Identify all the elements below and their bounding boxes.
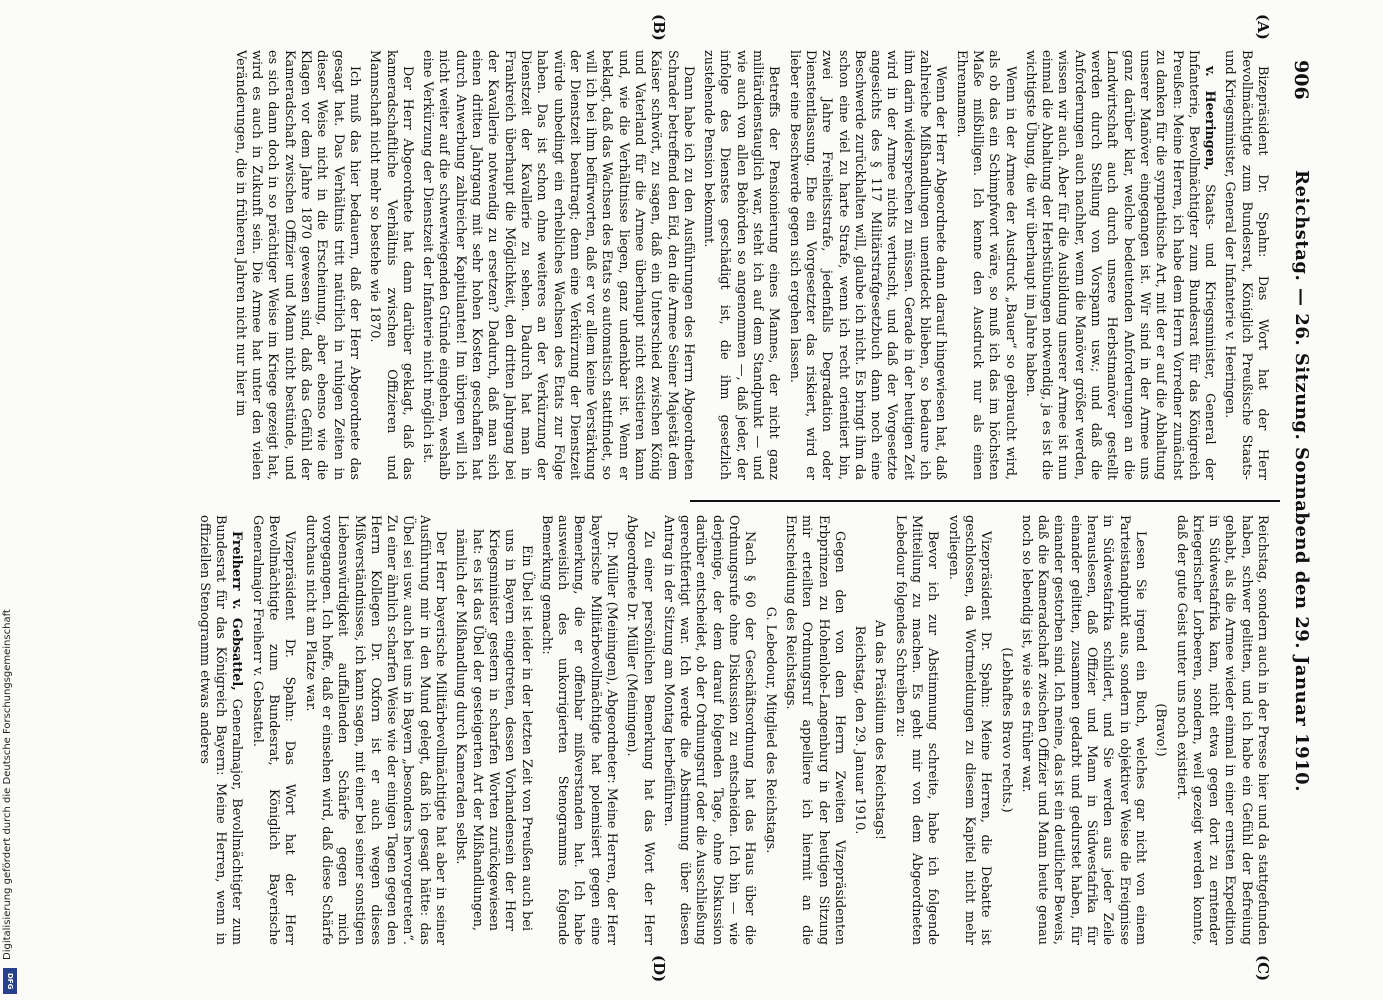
paragraph: Vizepräsident Dr. Spahn: Meine Herren, die Debatte ist geschlossen, da Wortmeldungen zu diesem Kapitel nicht mehr vorliegen. <box>945 515 994 945</box>
paragraph-text: Generalmajor, Bevollmächtigter zum Bundesrat für das Königreich Bayern: Meine Herren, wenn in offiziellen Stenogramm etwas anderes <box>196 515 245 945</box>
letter-signature: G. Lebedour, Mitglied des Reichstags. <box>762 606 778 854</box>
right-column <box>35 515 1270 945</box>
page-header <box>1286 60 1312 950</box>
paragraph: Reichstag, sondern auch in der Presse hier und da stattgefunden haben, schwer gelitten, und ich habe ein Gefühl der Befreiung gehabt, als die Armee wieder einmal in einer ernsten Expedition in Südwestafrika kam, nicht etwa gegen dort zu erntender kriegerischer Lorbeeren, sondern, weil gezeigt werden konnte, daß der gute Geist unter uns noch existiert. <box>1173 515 1270 945</box>
letter-body: Gegen den von dem Herrn Zweiten Vizepräsidenten Erbprinzen zu Hohenlohe-Langenburg in der heutigen Sitzung mir erteilten Ordnungsruf appelliere ich hiermit an die Entscheidung des Reichstags. <box>782 515 847 945</box>
paragraph <box>196 515 245 945</box>
margin-marker-a: (A) <box>1254 14 1272 40</box>
credit-sidebar <box>0 0 20 1000</box>
paragraph: Bizepräsident Dr. Spahn: Das Wort hat der Herr Bevollmächtigte zum Bundesrat, Königlich Preußische Staats- und Kriegsminister, General der Infanterie v. Heeringen. <box>1222 50 1270 480</box>
speaker-name: v. Heeringen, <box>1202 66 1218 171</box>
paragraph: Lesen Sie irgend ein Buch, welches gar nicht von einem Parteistandpunkt aus, sondern in objektiver Weise die Ereignisse in Südwestafrika schildert, und Sie werden aus jeder Zeile herauslesen, daß Offizier und Mann in Südwestafrika für einander gelitten, zusammen gedarbt und gedurstet haben, für einander gestorben sind. Ich meine, das ist ein deutlicher Beweis, daß die Kameradschaft zwischen Offizier und Mann heute genau noch so lebendig ist, wie sie es früher war. <box>1018 515 1148 945</box>
letter-date: Reichstag, den 29. Januar 1910. <box>852 625 868 835</box>
quotation: Ein Übel ist leider in der letzten Zeit von Preußen auch bei uns in Bayern eingetreten, dessen Vorhandensein der Herr Kriegsminister gestern in scharfen Worten zurückgewiesen hat: es ist das Übel der gesteigerten Art der Mißhandlungen, nämlich der Mißhandlung durch Kameraden selbst. <box>453 529 534 931</box>
digitization-credit: Digitalisierung gefördert durch die Deutsche Forschungsgemeinschaft <box>2 609 13 960</box>
paragraph: Wenn in der Armee der Ausdruck „Bauer“ so gebraucht wird, als ob das ein Schimpfwort wäre, so muß ich das im höchsten Maße mißbilligen. Ich kenne den Ausdruck nur als einen Ehrennamen. <box>953 50 1018 480</box>
paragraph: Dann habe ich zu den Ausführungen des Herrn Abgeordneten Schrader betreffend den Eid, den die Armee Seiner Majestät dem Kaiser schwört, zu sagen, daß ein Unterschied zwischen König und Vaterland für die Armee überhaupt nicht existieren kann und, wie die Verhältnisse liegen, ganz undenkbar ist. Wenn er beklagt, daß das Wachsen des Etats so automatisch stattfindet, so will ich bei ihm befürworten, daß er vor allem keine Verstärkung der Dienstzeit beantragt; denn eine Verkürzung der Dienstzeit würde unbedingt ein erhebliches Wachsen des Etats zur Folge haben. Das ist schon ohne weiteres an der Verkürzung der Dienstzeit der Kavallerie zu sehen. Dadurch hat man in Frankreich überhaupt die Möglichkeit, den dritten Jahrgang bei der Kavallerie notwendig zu ersetzen? Dadurch, daß man sich einen dritten Jahrgang mit sehr hohen Kosten geschaffen hat durch Anwerbung zahlreicher Kapitulanten! Im übrigen will ich nicht weiter auf die schwerwiegenden Gründe eingehen, weshalb eine Verkürzung der Dienstzeit der Infanterie nicht möglich ist. <box>420 50 696 480</box>
running-head: Reichstag. — 26. Sitzung. Sonnabend den 29. Januar 1910. <box>1291 170 1312 792</box>
page-number: 906 <box>1290 60 1312 100</box>
paragraph: Dr. Müller (Meiningen), Abgeordneter: Meine Herren, der Herr bayerische Militärbevollmächtigte hat polemisiert gegen eine Bemerkung, die er offenbar mißverstanden hat. Ich habe ausweislich des unkorrigierten Stenogramms folgende Bemerkung gemacht: <box>538 515 620 945</box>
paragraph <box>1022 50 1218 480</box>
margin-marker-c: (C) <box>1254 955 1272 982</box>
letter-address: An das Präsidium des Reichstags! <box>872 619 888 841</box>
paragraph: Nach § 60 der Geschäftsordnung hat das Haus über die Ordnungsrufe ohne Diskussion zu entscheiden. Ich bin — wie derjenige, der dem darauf folgenden Tage, ohne Diskussion darüber entscheidet, ob der Ordnungsruf oder die Ausschließung gerechtfertigt war. Ich werde die Abstimmung über diesen Antrag in der Sitzung am Montag herbeiführen. <box>660 515 758 945</box>
paragraph: Betreffs der Pensionierung eines Mannes, der nicht ganz militärdienstauglich war, steht ich auf dem Standpunkt — und wie auch von allen Behörden so angenommen —, daß jeder, der infolge des Dienstes geschädigt ist, die ihm gesetzlich zustehende Pension bekommt. <box>701 50 782 480</box>
paragraph: Der Herr Abgeordnete hat dann darüber geklagt, daß das kameradschaftliche Verhältnis zwischen Offizieren und Mannschaft nicht mehr so bestehe wie 1870. <box>367 50 415 480</box>
paragraph: Ich muß das hier bedauern, daß der Herr Abgeordnete das gesagt hat. Das Verhältnis tritt natürlich in ruhigen Zeiten in dieser Weise nicht in die Erscheinung, aber ebenso wie die Klagen vor dem Jahre 1870 gewesen sind, daß das Gefühl der Kameradschaft zwischen Offizier und Mann nicht bestünde, und es sich dann doch in so prächtiger Weise im Kriege gezeigt hat, wird es auch in Zukunft sein. Die Armee hat unter den vielen Veränderungen, die in früheren Jahren nicht nur hier im <box>232 50 362 480</box>
margin-marker-d: (D) <box>650 955 668 983</box>
dfg-logo: DFG <box>3 968 17 994</box>
paragraph: Der Herr bayerische Militärbevollmächtigte hat aber in seiner Ausführung mir in den Mund gelegt, daß ich gesagt hätte: das Übel sei usw. auch bei uns in Bayern „besonders hervorgetreten“. Zu einer ähnlich scharfen Weise wie der einigen Tagen gegen den Herrn Kollegen Dr. Oxforn ist er auch wegen dieses Mißverständnisses, ich kann sagen, mit einer bei seiner sonstigen Liebenswürdigkeit auffallenden Schärfe gegen mich vorgegangen. Ich hoffe, daß er einsehen wird, daß diese Schärfe durchaus nicht am Platze war. <box>302 515 449 945</box>
paragraph-text: Staats- und Kriegsminister, General der Infanterie, Bevollmächtigter zum Bundesrat für das Königreich Preußen: Meine Herren, ich habe dem Herrn Vorredner zunächst zu danken für die sympathische Art, mit der er auf die Abhaltung unserer Manöver eingegangen ist. Wir sind in der Armee uns ganz darüber klar, welche bedeutenden Anforderungen an die Landwirtschaft auch durch unsere Herbstmanöver gestellt werden durch Stellung von Vorspann usw.; und daß die Anforderungen auch nachher, wenn die Manöver größer werden, wissen wir auch. Aber für die Ausbildung unserer Armee ist nun einmal die Abhaltung der Herbstübungen notwendig, ja es ist die wichtigste Übung, die wir überhaupt im Jahre haben. <box>1022 50 1218 480</box>
paragraph: Zu einer persönlichen Bemerkung hat das Wort der Herr Abgeordnete Dr. Müller (Meiningen). <box>624 515 656 945</box>
paragraph: Wenn der Herr Abgeordnete dann darauf hingewiesen hat, daß zahlreiche Mißhandlungen unentdeckt blieben, so bedaure ich ihm darin widersprechen zu müssen. Gerade in der heutigen Zeit wird in der Armee nichts vertuscht, und daß der Vorgesetzte angesichts des § 117 Militärstrafgesetzbuch dann noch eine Beschwerde zurückhalten will, glaube ich nicht. Es bringt ihm da schon eine viel zu harte Strafe, wenn ich recht orientiert bin, zwei Jahre Freiheitsstrafe, jedenfalls Degradation oder Dienstentlassung. Ehe ein Vorgesetzter das riskiert, wird er lieber eine Beschwerde gegen sich ergehen lassen. <box>786 50 949 480</box>
left-column <box>35 50 1270 480</box>
margin-marker-b: (B) <box>650 14 668 41</box>
column-divider <box>690 500 1280 502</box>
paragraph: Vizepräsident Dr. Spahn: Das Wort hat der Herr Bevollmächtigte zum Bundesrat, Königlich Bayerische Generalmajor Freiherr v. Gebsattel. <box>249 515 298 945</box>
speaker-name: Freiherr v. Gebsattel, <box>229 531 245 691</box>
applause-note: (Lebhaftes Bravo rechts.) <box>998 647 1014 813</box>
paragraph: Bevor ich zur Abstimmung schreite, habe ich folgende Mitteilung zu machen. Es geht mir von dem Abgeordneten Lebedour folgendes Schreiben zu: <box>892 515 941 945</box>
rotated-page-content <box>30 0 1320 1000</box>
applause-note: (Bravo!) <box>1153 703 1169 757</box>
